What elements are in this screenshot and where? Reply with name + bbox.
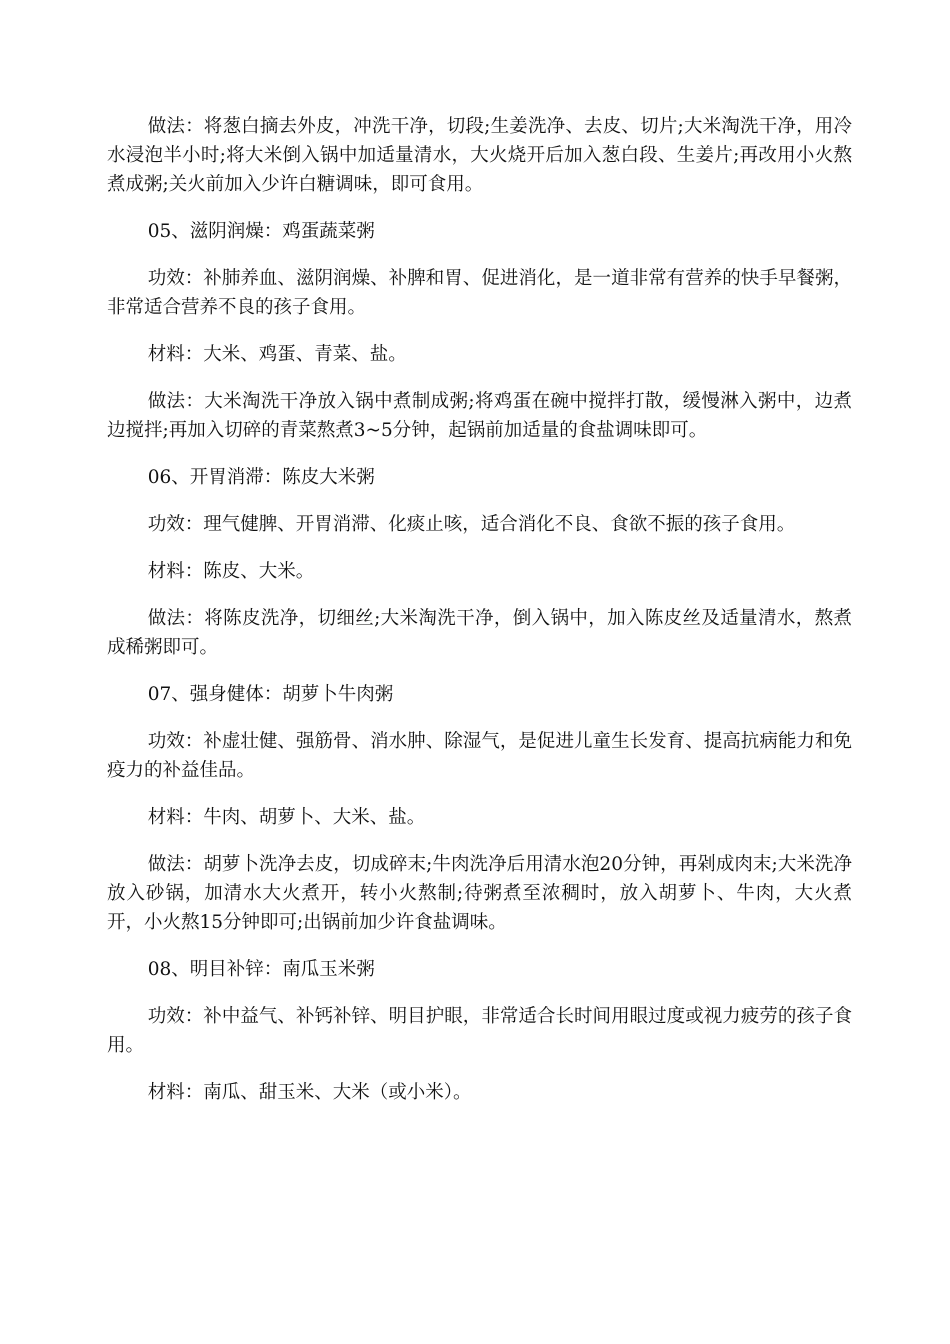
section-heading-08: 08、明目补锌：南瓜玉米粥 xyxy=(147,959,375,980)
ingredients-paragraph-07: 材料：牛肉、胡萝卜、大米、盐。 xyxy=(147,807,426,828)
section-heading-07: 07、强身健体：胡萝卜牛肉粥 xyxy=(147,684,394,705)
section-heading-05: 05、滋阴润燥：鸡蛋蔬菜粥 xyxy=(147,221,375,242)
effect-paragraph-08: 功效：补中益气、补钙补锌、明目护眼，非常适合长时间用眼过度或视力疲劳的孩子食用。 xyxy=(107,1006,852,1056)
method-paragraph-05: 做法：大米淘洗干净放入锅中煮制成粥;将鸡蛋在碗中搅拌打散，缓慢淋入粥中，边煮边搅拌;再加入切碎的青菜熬煮3~5分钟，起锅前加适量的食盐调味即可。 xyxy=(107,391,852,441)
ingredients-paragraph-06: 材料：陈皮、大米。 xyxy=(147,561,315,582)
method-paragraph-04: 做法：将葱白摘去外皮，冲洗干净，切段;生姜洗净、去皮、切片;大米淘洗干净，用冷水浸泡半小时;将大米倒入锅中加适量清水，大火烧开后加入葱白段、生姜片;再改用小火熬煮成粥;关火前加入少许白糖调味，即可食用。 xyxy=(107,116,852,195)
effect-paragraph-05: 功效：补肺养血、滋阴润燥、补脾和胃、促进消化，是一道非常有营养的快手早餐粥，非常适合营养不良的孩子食用。 xyxy=(107,268,852,318)
method-paragraph-07: 做法：胡萝卜洗净去皮，切成碎末;牛肉洗净后用清水泡20分钟，再剁成肉末;大米洗净放入砂锅，加清水大火煮开，转小火熬制;待粥煮至浓稠时，放入胡萝卜、牛肉，大火煮开，小火熬15分钟即可;出锅前加少许食盐调味。 xyxy=(107,854,852,933)
document-body xyxy=(107,112,852,1125)
effect-paragraph-07: 功效：补虚壮健、强筋骨、消水肿、除湿气，是促进儿童生长发育、提高抗病能力和免疫力的补益佳品。 xyxy=(107,731,852,781)
effect-paragraph-06: 功效：理气健脾、开胃消滞、化痰止咳，适合消化不良、食欲不振的孩子食用。 xyxy=(147,514,796,535)
method-paragraph-06: 做法：将陈皮洗净，切细丝;大米淘洗干净，倒入锅中，加入陈皮丝及适量清水，熬煮成稀粥即可。 xyxy=(107,608,852,658)
ingredients-paragraph-08: 材料：南瓜、甜玉米、大米（或小米）。 xyxy=(147,1082,472,1103)
ingredients-paragraph-05: 材料：大米、鸡蛋、青菜、盐。 xyxy=(147,344,407,365)
section-heading-06: 06、开胃消滞：陈皮大米粥 xyxy=(147,467,375,488)
